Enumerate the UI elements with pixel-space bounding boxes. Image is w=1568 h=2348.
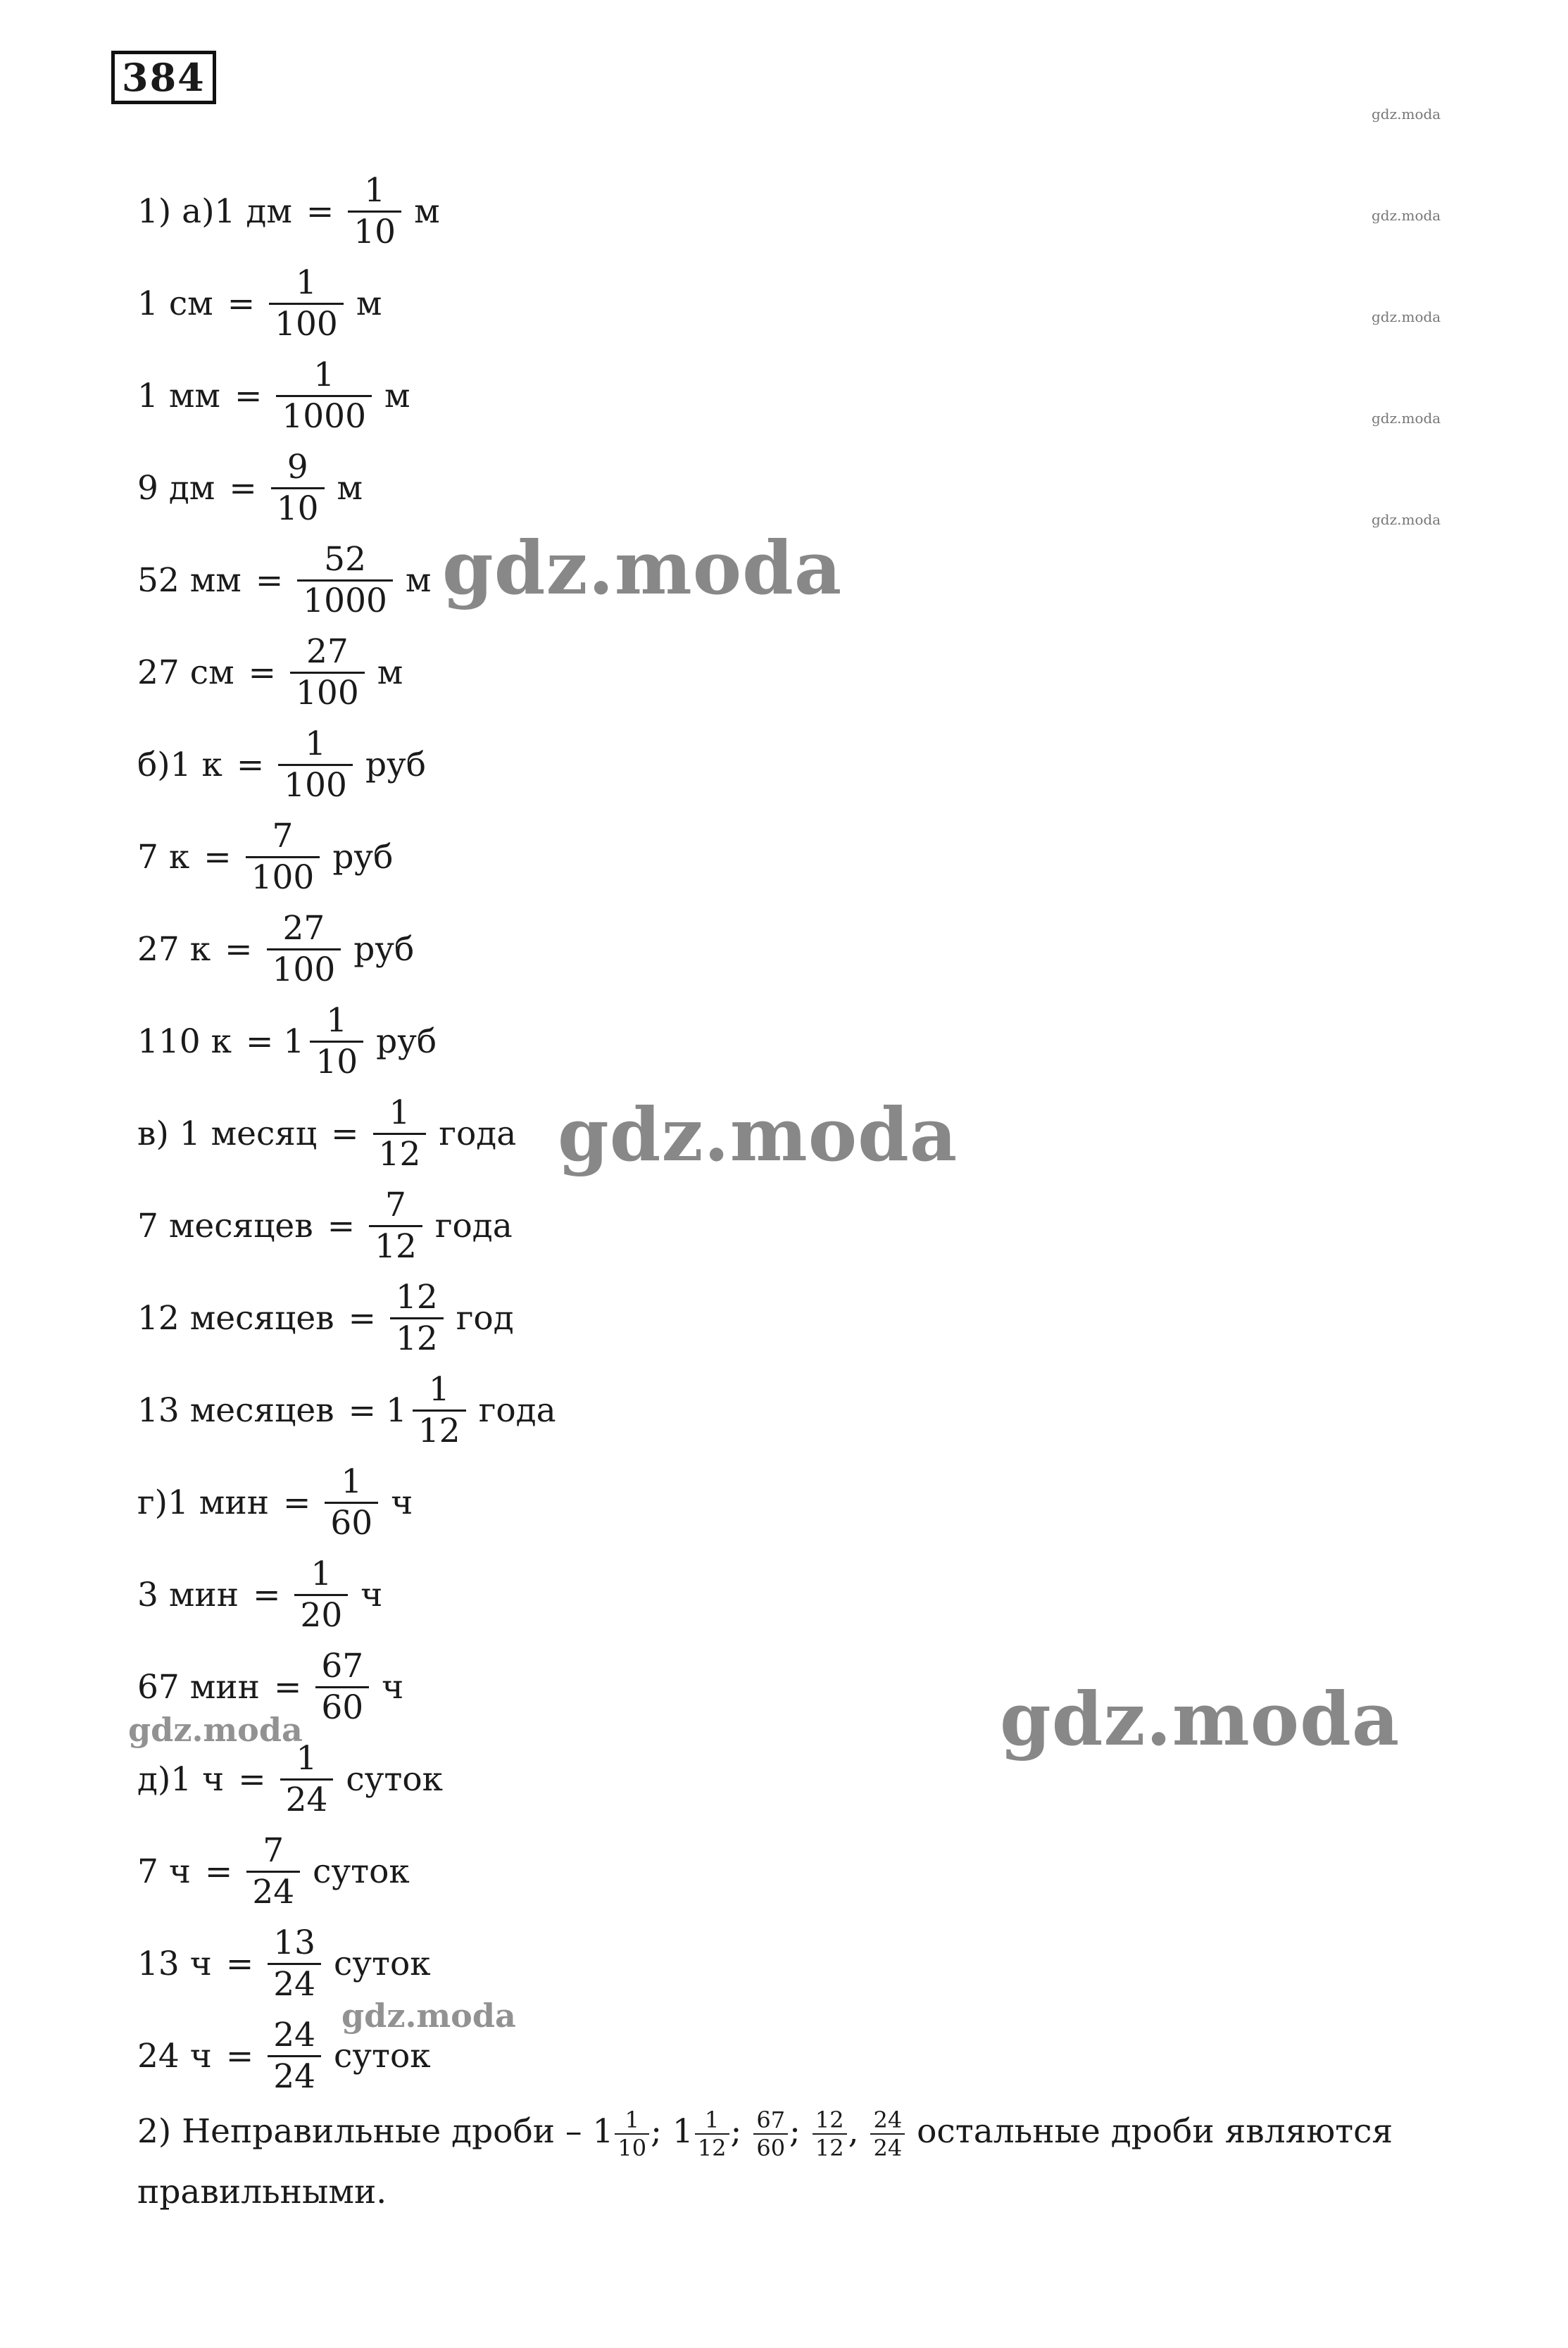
denominator: 100 [284,765,347,805]
unit: года [478,1390,556,1430]
denominator: 24 [273,1964,316,2004]
line-label: 7 месяцев [137,1206,313,1245]
line-label: 13 ч [137,1944,212,1983]
numerator: 24 [873,2107,903,2133]
unit: руб [353,929,415,969]
denominator: 12 [418,1411,460,1450]
fraction [268,1923,321,2004]
denominator: 10 [276,489,319,528]
numerator: 12 [395,1277,438,1317]
unit: года [434,1206,513,1245]
unit: суток [334,2036,431,2076]
fraction [390,1278,444,1359]
solution-line [137,722,426,807]
watermark-medium: gdz.moda [341,1997,516,2035]
problem-number: 384 [111,51,216,104]
denominator: 12 [697,2135,727,2161]
solution-line [137,907,414,991]
line-label: 12 месяцев [137,1298,334,1338]
solution-line [137,538,431,622]
solution-line [137,261,382,346]
numerator: 1 [311,1554,332,1593]
equals-sign: = [246,1022,274,1061]
watermark-small: gdz.moda [1372,106,1441,123]
denominator: 10 [353,212,396,251]
equals-sign: = [253,1575,281,1614]
separator: ; [730,2112,742,2151]
fraction [294,1555,348,1636]
fraction [297,540,393,621]
part2-conclusion [137,2102,1475,2223]
watermark-medium: gdz.moda [128,1711,303,1749]
denominator: 1000 [282,396,366,436]
equals-sign: = [204,1852,233,1891]
unit: ч [391,1483,413,1522]
whole-part: 1 [672,2112,694,2151]
unit: м [337,468,363,508]
line-label: 24 ч [137,2036,212,2076]
unit: суток [313,1852,410,1891]
denominator: 100 [272,950,336,989]
fraction [269,263,344,344]
line-label: 1 мм [137,376,220,415]
denominator: 24 [285,1780,328,1819]
equals-sign: = [225,929,253,969]
denominator: 12 [815,2135,844,2161]
fraction [276,356,372,437]
fraction [280,1739,334,1820]
denominator: 60 [321,1688,364,1727]
equals-sign: = [225,2036,254,2076]
fraction [271,448,325,529]
denominator: 60 [330,1503,373,1543]
numerator: 13 [273,1923,316,1962]
denominator: 12 [375,1226,417,1266]
denominator: 24 [273,2057,316,2096]
equals-sign: = [348,1298,376,1338]
fraction [315,1647,369,1728]
solution-line [137,1737,443,1821]
denominator: 10 [315,1042,358,1081]
numerator: 1 [364,170,386,210]
solution-line [137,1368,556,1452]
equals-sign: = [225,1944,254,1983]
denominator: 1000 [303,581,387,620]
equals-sign: = [234,376,263,415]
solution-line [137,815,393,899]
line-label: 9 дм [137,468,215,508]
solution-line [137,1276,514,1360]
line-label: 1 см [137,284,213,323]
numerator: 1 [296,263,317,302]
unit: м [384,376,410,415]
line-label: 13 месяцев [137,1390,334,1430]
solution-line [137,446,363,530]
unit: руб [365,745,427,784]
line-label: 3 мин [137,1575,239,1614]
numerator: 1 [341,1462,363,1501]
line-label: 27 см [137,653,234,692]
equals-sign: = [327,1206,356,1245]
fraction [753,2107,788,2161]
watermark-large: gdz.moda [442,525,843,611]
solution-line [137,1829,410,1914]
unit: м [414,192,440,231]
fraction [695,2107,729,2161]
line-label: 1) а)1 дм [137,192,292,231]
fraction [373,1093,427,1174]
fraction [278,724,353,805]
numerator: 1 [625,2107,639,2133]
numerator: 27 [306,632,349,671]
denominator: 10 [617,2135,647,2161]
numerator: 1 [313,355,335,394]
solution-line [137,1460,413,1545]
line-label: б)1 к [137,745,222,784]
equals-sign: = [236,745,265,784]
fraction [290,632,365,713]
fraction [325,1462,378,1543]
numerator: 1 [389,1093,410,1132]
solution-line [137,630,403,715]
numerator: 67 [321,1646,364,1685]
solution-line [137,169,440,253]
fraction [870,2107,905,2161]
fraction [310,1001,363,1082]
equals-sign: = [348,1390,376,1430]
equals-sign: = [229,468,257,508]
equals-sign: = [331,1114,359,1153]
equals-sign: = [227,284,256,323]
watermark-large: gdz.moda [558,1091,958,1178]
line-label: 27 к [137,929,211,969]
solution-line [137,1552,382,1637]
numerator: 52 [324,539,366,579]
denominator: 100 [275,304,338,344]
fraction [615,2107,649,2161]
part2-fractions [592,2107,917,2161]
whole-part: 1 [592,2112,614,2151]
numerator: 1 [305,724,327,763]
watermark-small: gdz.moda [1372,207,1441,224]
denominator: 24 [252,1872,295,1911]
line-label: в) 1 месяц [137,1114,318,1153]
solution-line [137,999,437,1084]
fraction [268,2016,321,2097]
numerator: 12 [815,2107,844,2133]
separator: , [848,2112,859,2151]
unit: руб [376,1022,437,1061]
denominator: 100 [251,858,315,897]
numerator: 1 [428,1369,450,1409]
whole-part: 1 [385,1390,407,1430]
whole-part: 1 [283,1022,305,1061]
fraction [246,817,320,898]
denominator: 12 [378,1134,421,1174]
solution-line [137,1091,516,1176]
watermark-small: gdz.moda [1372,410,1441,427]
denominator: 24 [873,2135,903,2161]
unit: суток [346,1759,444,1799]
unit: суток [334,1944,431,1983]
numerator: 7 [263,1831,284,1870]
numerator: 67 [756,2107,786,2133]
denominator: 60 [756,2135,786,2161]
solution-line [137,1184,513,1268]
fraction [246,1831,300,1912]
equals-sign: = [248,653,277,692]
fraction [413,1370,466,1451]
fraction [267,909,341,990]
equals-sign: = [283,1483,311,1522]
part2-suffix: остальные дроби являются правильными. [137,2112,1393,2211]
line-label: 7 к [137,837,190,877]
watermark-large: gdz.moda [1000,1676,1400,1762]
line-label: 110 к [137,1022,232,1061]
fraction [813,2107,847,2161]
line-label: д)1 ч [137,1759,225,1799]
unit: года [439,1114,517,1153]
unit: ч [360,1575,383,1614]
equals-sign: = [306,192,334,231]
unit: м [405,560,432,600]
numerator: 7 [385,1185,406,1224]
unit: ч [382,1667,404,1707]
unit: год [456,1298,514,1338]
line-label: 7 ч [137,1852,191,1891]
fraction [369,1186,422,1267]
denominator: 100 [296,673,359,712]
separator: ; [789,2112,801,2151]
denominator: 12 [395,1319,438,1358]
line-label: 67 мин [137,1667,260,1707]
numerator: 1 [296,1738,318,1778]
watermark-small: gdz.moda [1372,511,1441,528]
numerator: 1 [704,2107,720,2133]
numerator: 24 [273,2015,316,2054]
line-label: г)1 мин [137,1483,270,1522]
equals-sign: = [273,1667,302,1707]
numerator: 9 [287,447,308,486]
equals-sign: = [203,837,232,877]
equals-sign: = [238,1759,266,1799]
numerator: 7 [272,816,294,855]
equals-sign: = [255,560,284,600]
unit: руб [332,837,394,877]
line-label: 52 мм [137,560,242,600]
unit: м [356,284,382,323]
part2-prefix: 2) Неправильные дроби – [137,2112,582,2151]
solution-line [137,353,410,438]
solution-line [137,1921,431,2006]
unit: м [377,653,403,692]
watermark-small: gdz.moda [1372,308,1441,325]
numerator: 1 [326,1000,348,1040]
fraction [348,171,401,252]
separator: ; [651,2112,662,2151]
numerator: 27 [282,908,325,948]
denominator: 20 [300,1595,343,1635]
